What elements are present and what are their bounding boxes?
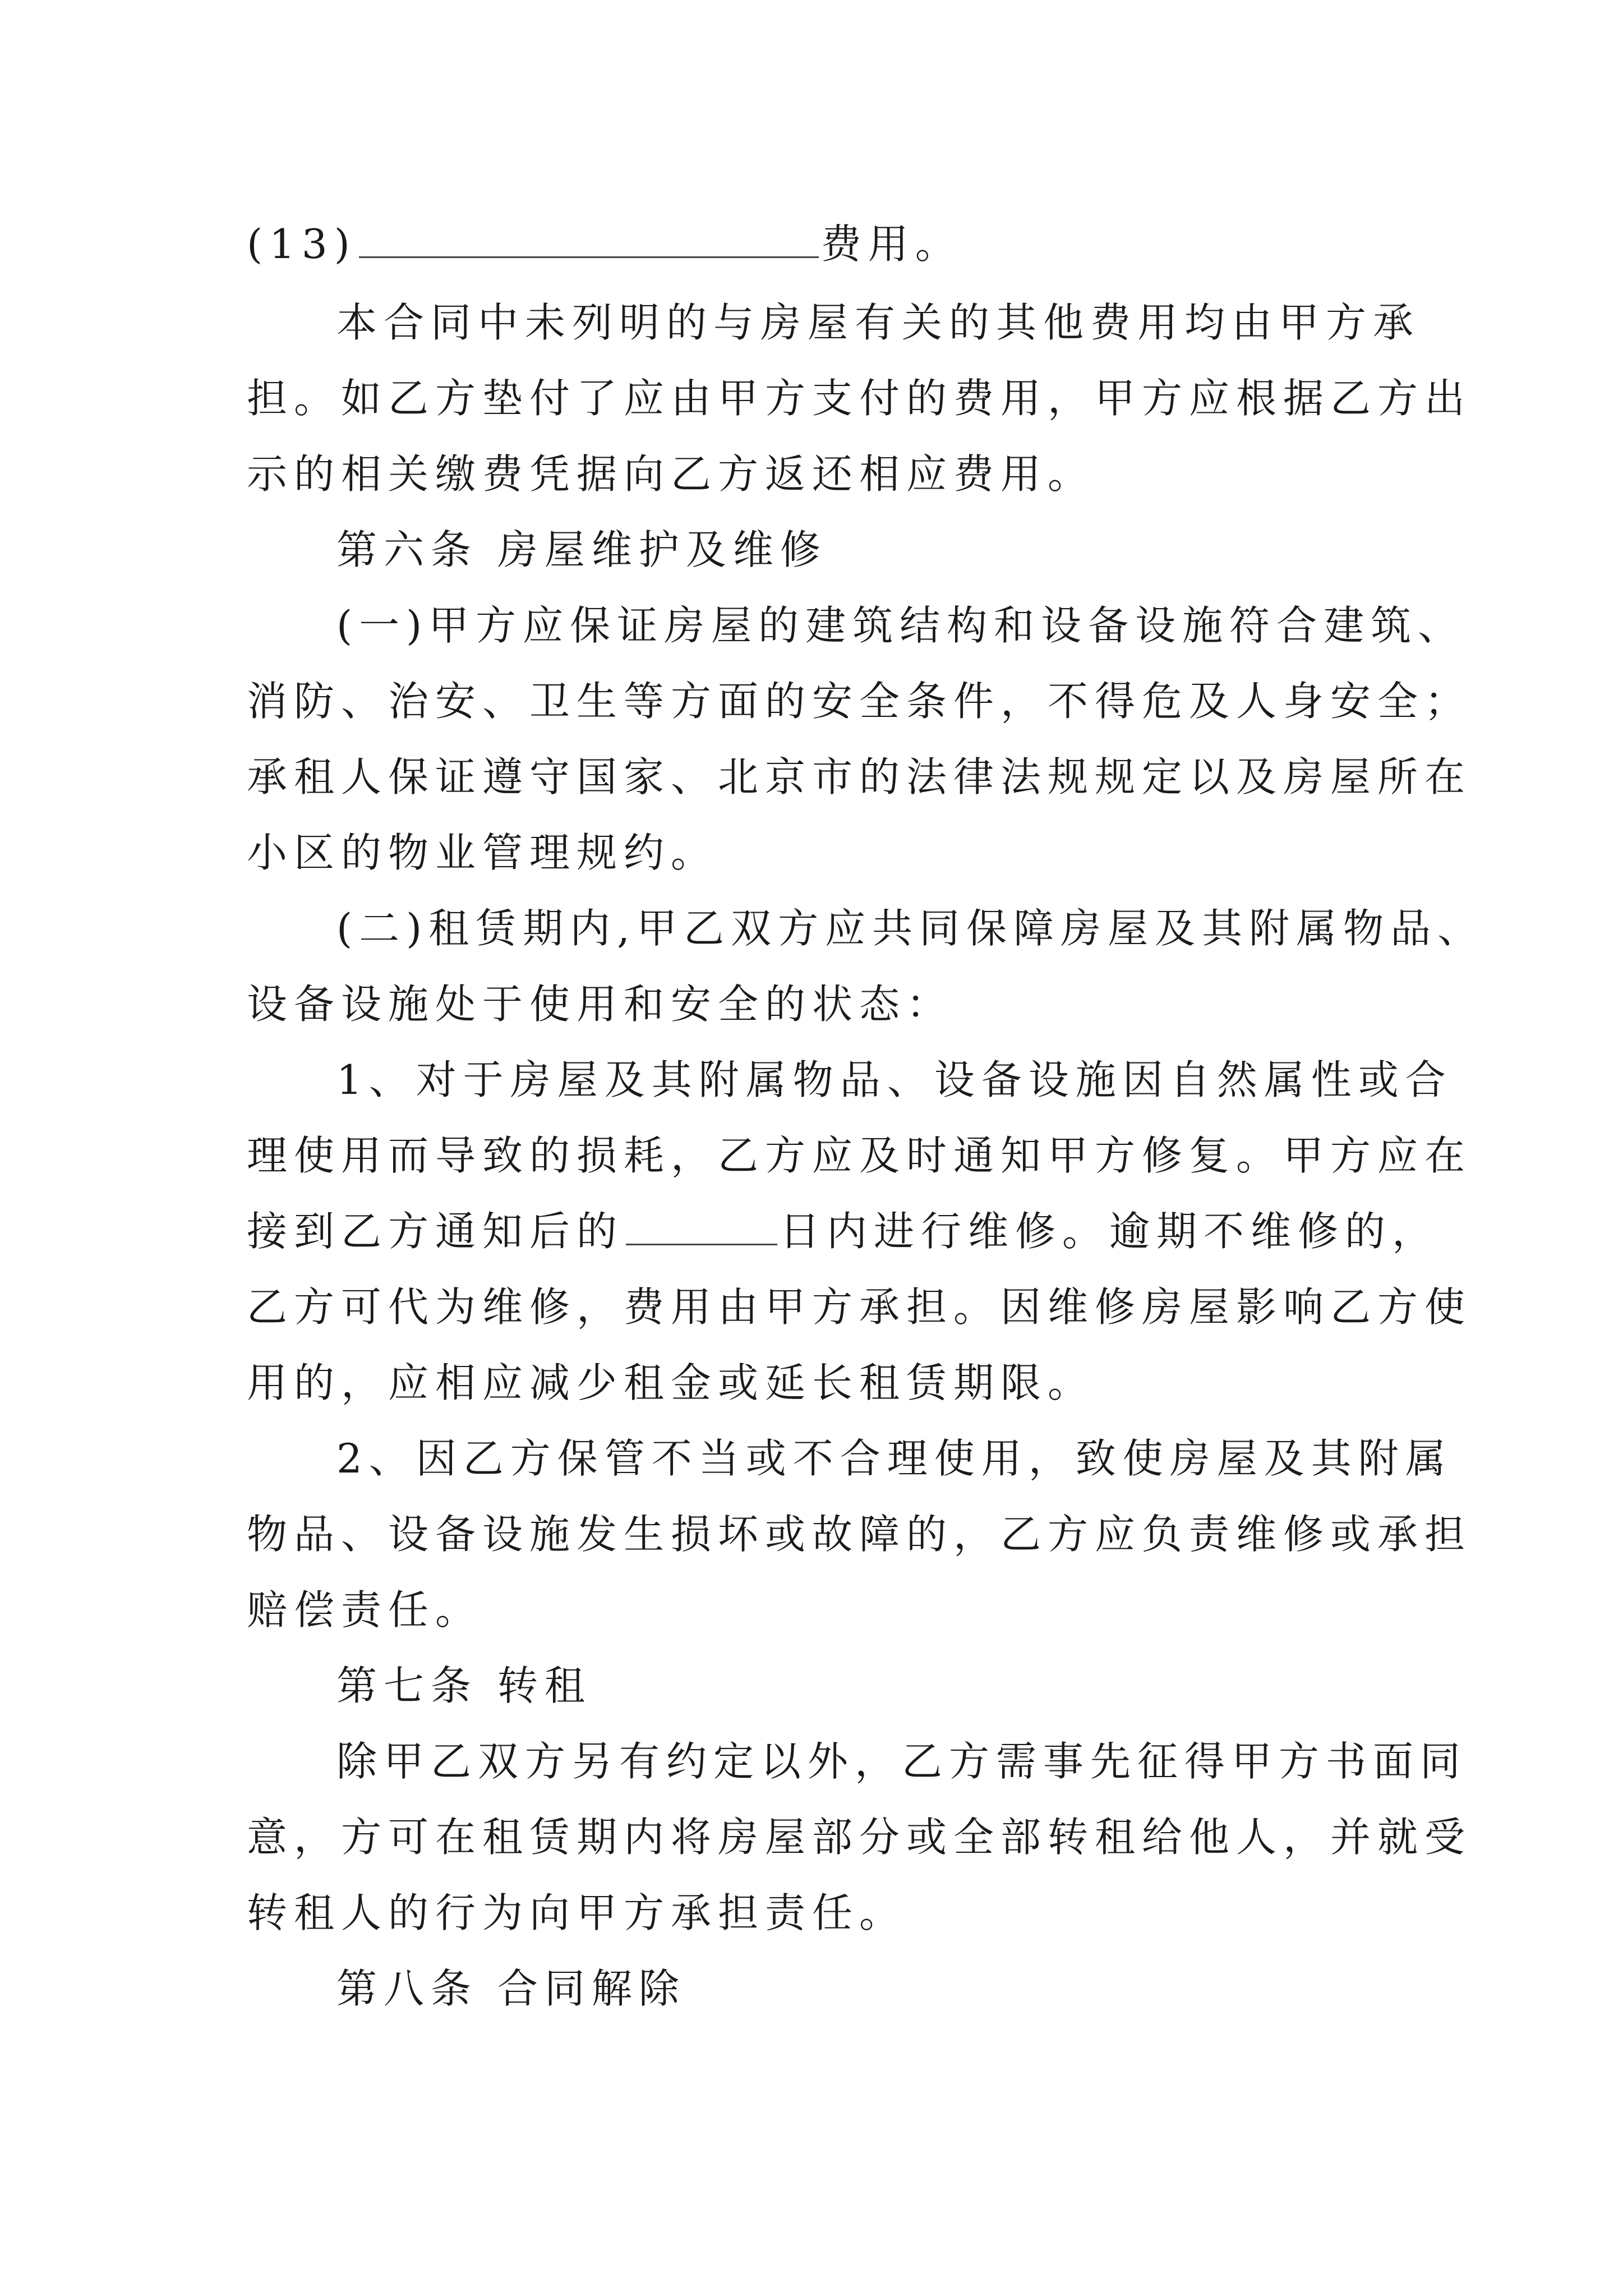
paragraph-line: 理使用而导致的损耗，乙方应及时通知甲方修复。甲方应在 bbox=[247, 1132, 1472, 1179]
paragraph-line: 小区的物业管理规约。 bbox=[247, 829, 718, 876]
item-13-suffix: 费用。 bbox=[820, 220, 962, 268]
item-13-prefix: (13) bbox=[247, 220, 357, 268]
article-6-heading: 第六条 房屋维护及维修 bbox=[336, 526, 827, 573]
paragraph-line: 除甲乙双方另有约定以外，乙方需事先征得甲方书面同 bbox=[336, 1738, 1468, 1785]
paragraph-line: 1、对于房屋及其附属物品、设备设施因自然属性或合 bbox=[336, 1056, 1453, 1103]
paragraph-line: 赔偿责任。 bbox=[247, 1586, 483, 1634]
paragraph-line: 2、因乙方保管不当或不合理使用，致使房屋及其附属 bbox=[336, 1435, 1453, 1482]
paragraph-line: 示的相关缴费凭据向乙方返还相应费用。 bbox=[247, 450, 1095, 498]
fill-in-blank[interactable] bbox=[359, 222, 819, 258]
paragraph-line: (一)甲方应保证房屋的建筑结构和设备设施符合建筑、 bbox=[336, 602, 1465, 649]
paragraph-line: 本合同中未列明的与房屋有关的其他费用均由甲方承 bbox=[336, 299, 1421, 346]
paragraph-line: 承租人保证遵守国家、北京市的法律法规规定以及房屋所在 bbox=[247, 753, 1472, 800]
paragraph-line: 乙方可代为维修，费用由甲方承担。因维修房屋影响乙方使 bbox=[247, 1283, 1472, 1331]
item-13-line bbox=[247, 216, 962, 272]
repair-days-line bbox=[247, 1203, 1439, 1259]
article-7-heading: 第七条 转租 bbox=[336, 1662, 592, 1709]
fill-in-blank[interactable] bbox=[626, 1209, 777, 1245]
paragraph-line: 担。如乙方垫付了应由甲方支付的费用，甲方应根据乙方出 bbox=[247, 375, 1472, 422]
repair-days-suffix: 日内进行维修。逾期不维修的， bbox=[780, 1208, 1440, 1255]
paragraph-line: 物品、设备设施发生损坏或故障的，乙方应负责维修或承担 bbox=[247, 1511, 1472, 1558]
repair-days-prefix: 接到乙方通知后的 bbox=[247, 1208, 624, 1255]
paragraph-line: 转租人的行为向甲方承担责任。 bbox=[247, 1889, 907, 1936]
paragraph-line: 设备设施处于使用和安全的状态： bbox=[247, 981, 954, 1028]
paragraph-line: 消防、治安、卫生等方面的安全条件，不得危及人身安全； bbox=[247, 678, 1472, 725]
paragraph-line: 用的，应相应减少租金或延长租赁期限。 bbox=[247, 1359, 1095, 1406]
paragraph-line: (二)租赁期内,甲乙双方应共同保障房屋及其附属物品、 bbox=[336, 905, 1485, 952]
article-8-heading: 第八条 合同解除 bbox=[336, 1965, 686, 2012]
paragraph-line: 意，方可在租赁期内将房屋部分或全部转租给他人，并就受 bbox=[247, 1814, 1472, 1861]
